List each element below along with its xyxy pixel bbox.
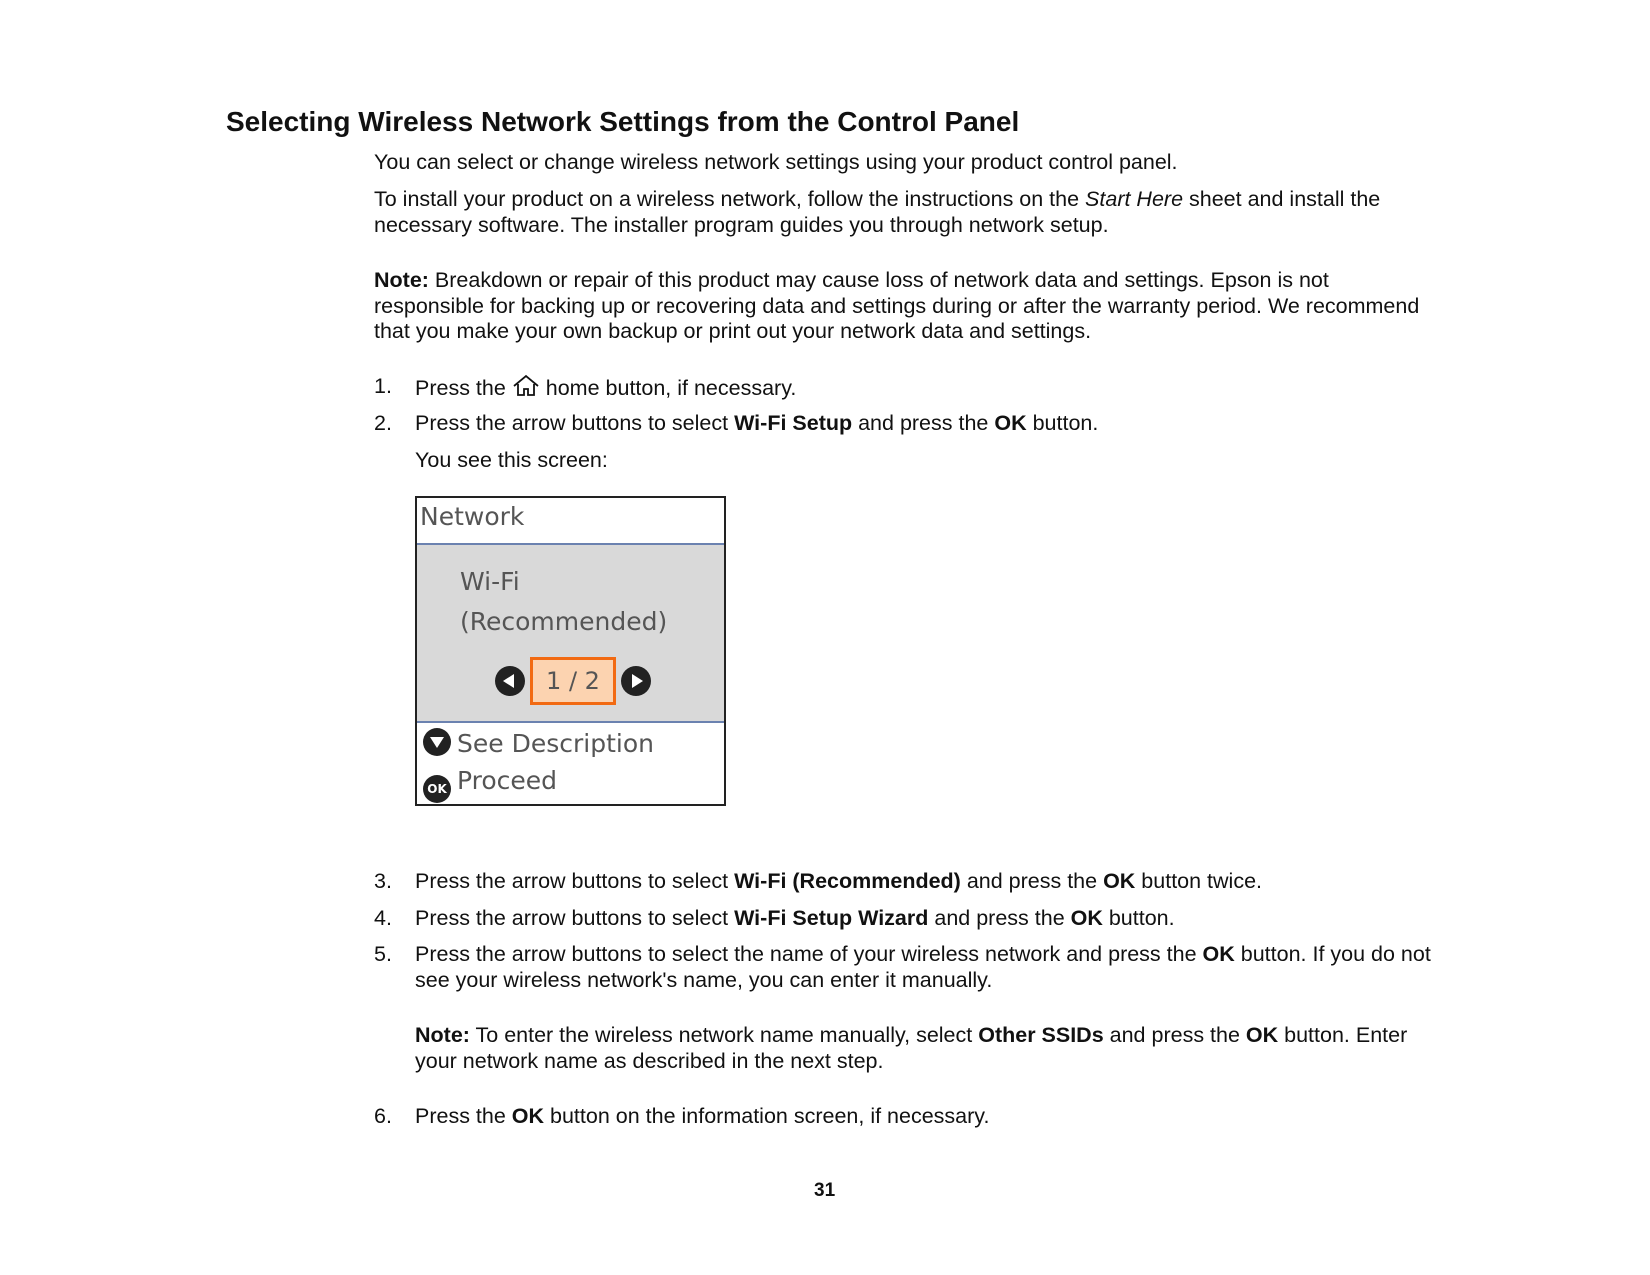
lcd-row-description [423,728,654,758]
text: Press the [415,1104,512,1128]
text: Press the arrow buttons to select [415,411,735,435]
text: button on the information screen, if necessary. [544,1104,990,1128]
lcd-row-label: See Description [457,729,654,758]
step-number: 6. [374,1104,392,1128]
text: sheet and install the necessary software. The installer program guides you through network setup. [374,187,1381,237]
text: button. [1102,906,1175,930]
step-5 [415,942,1435,993]
note-paragraph [374,268,1434,345]
text: home button, if necessary. [539,376,797,400]
text: and press the [852,411,995,435]
lcd-selection-panel [417,543,724,723]
button-ref: OK [1245,1023,1279,1047]
button-ref: OK [994,411,1027,435]
text: and press the [928,906,1071,930]
text: and press the [960,869,1104,893]
note-label: Note: [415,1023,470,1047]
lcd-title: Network [420,502,525,531]
step-2 [415,411,1435,437]
you-see-text: You see this screen: [415,448,608,472]
button-ref: OK [511,1104,545,1128]
menu-item-ref: Other SSIDs [978,1023,1104,1047]
install-paragraph [374,187,1434,238]
step-3 [415,869,1435,895]
text: button. [1026,411,1099,435]
text: button. If you do not see your wireless network's name, you can enter it manually. [415,942,1431,992]
step-number: 2. [374,411,392,435]
text: To enter the wireless network name manually, select [469,1023,979,1047]
ok-button-icon: OK [423,775,451,803]
home-icon [512,374,540,398]
menu-item-ref: Wi-Fi (Recommended) [734,869,961,893]
step-4 [415,906,1435,932]
step-number: 3. [374,869,392,893]
intro-paragraph: You can select or change wireless network settings using your product control panel. [374,150,1178,174]
text: Press the arrow buttons to select [415,869,735,893]
text: button twice. [1135,869,1263,893]
text: button. Enter your network name as described in the next step. [415,1023,1408,1073]
note-ssid-paragraph [415,1023,1435,1074]
note-label: Note: [374,268,429,292]
text: Press the arrow buttons to select the name of your wireless network and press the [415,942,1203,966]
lcd-option-line1: Wi-Fi [460,567,520,596]
down-arrow-icon [423,728,451,756]
text: Press the arrow buttons to select [415,906,735,930]
note-text: Breakdown or repair of this product may cause loss of network data and settings. Epson is not responsible for backing up or recovering data and settings during or after the warranty period. We recommend that you make your own backup or print out your network data and settings. [374,268,1420,343]
text: and press the [1103,1023,1246,1047]
control-panel-screen [415,496,726,806]
lcd-pager: 1 / 2 [530,657,616,705]
text: Press the [415,376,512,400]
step-6 [415,1104,1435,1130]
start-here-reference: Start Here [1085,187,1184,211]
menu-item-ref: Wi-Fi Setup Wizard [734,906,929,930]
left-arrow-icon [495,666,525,696]
button-ref: OK [1202,942,1235,966]
right-arrow-icon [621,666,651,696]
lcd-row-label: Proceed [457,766,558,795]
lcd-row-proceed [423,766,557,803]
step-1 [415,374,1435,402]
step-number: 4. [374,906,392,930]
menu-item-ref: Wi-Fi Setup [734,411,853,435]
page-number: 31 [814,1180,836,1201]
button-ref: OK [1070,906,1103,930]
step-number: 5. [374,942,392,966]
lcd-option-line2: (Recommended) [460,607,668,636]
page-heading: Selecting Wireless Network Settings from the Control Panel [226,106,1020,137]
text: To install your product on a wireless network, follow the instructions on the [374,187,1086,211]
button-ref: OK [1103,869,1136,893]
step-number: 1. [374,374,392,398]
